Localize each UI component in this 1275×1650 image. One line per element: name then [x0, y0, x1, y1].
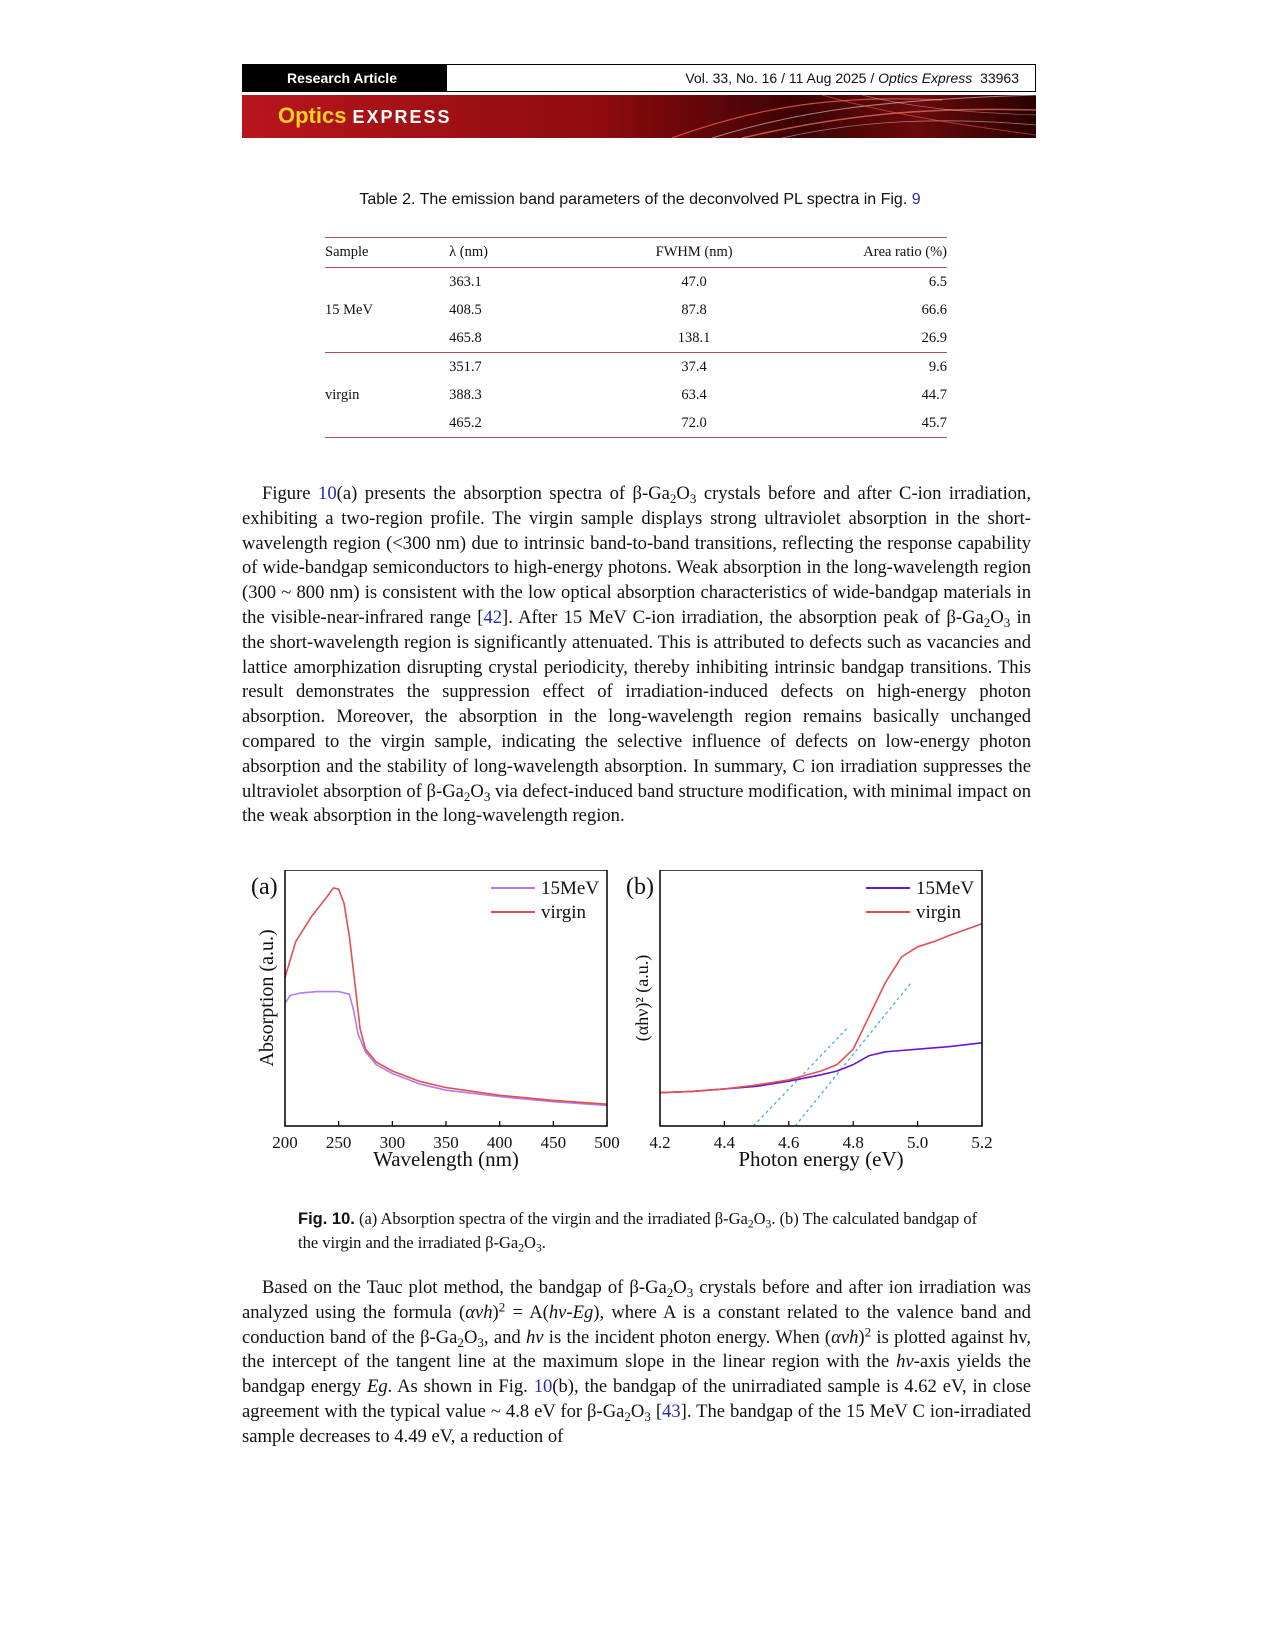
text-run: (b), the bandgap of the unirradiated sample is 4.62 eV, in close agreement with the typical value ~ 4.8 eV for β-Ga: [242, 1376, 1032, 1422]
table-row: [325, 296, 947, 324]
table-cell: [325, 268, 421, 297]
text-run: ): [492, 1301, 499, 1323]
superscript: 2: [498, 1299, 506, 1315]
col-header-fwhm: FWHM (nm): [609, 238, 779, 268]
text-run: Figure: [262, 483, 319, 504]
text-run: is the incident photon energy. When (: [543, 1326, 832, 1348]
legend-label: virgin: [916, 902, 962, 923]
x-tick-label: 350: [433, 1133, 459, 1152]
x-tick-label: 4.2: [649, 1133, 671, 1152]
subscript: 2: [669, 490, 677, 506]
x-tick-label: 400: [486, 1133, 513, 1152]
subscript: 2: [666, 1284, 674, 1300]
x-tick-label: 4.8: [842, 1133, 864, 1152]
table-cell: 45.7: [779, 409, 947, 438]
table-cell: 351.7: [449, 358, 482, 375]
table-row: [325, 324, 947, 353]
x-tick-label: 200: [272, 1133, 298, 1152]
x-tick-label: 4.4: [713, 1133, 736, 1152]
text-run: (a) presents the absorption spectra of β-Ga: [336, 483, 670, 504]
series-line-15MeV: [285, 992, 607, 1106]
subscript: 2: [457, 1334, 464, 1350]
text-run: crystals before and after C-ion irradiation, exhibiting a two-region profile. The virgin sample displays strong ultraviolet absorption in the short-wavelength region (<300 nm) due to intrinsic band-to-band transitions, reflecting the response capability of wide-bandgap semiconductors to high-energy photons. Weak absorption in the long-wavelength region (300 ~ 800 nm) is consistent with the low optical absorption characteristics of wide-bandgap materials in the visible-near-infrared range [: [242, 483, 1031, 628]
text-run: [: [650, 1400, 663, 1422]
text-run: . (b) The calculated bandgap of the virgin and the irradiated β-Ga: [298, 1209, 978, 1252]
table-cell: 465.8: [421, 324, 609, 353]
table-cell: 9.6: [928, 358, 947, 375]
series-line-15MeV: [660, 1043, 982, 1093]
sample-name: virgin: [325, 386, 360, 403]
table-cell: 408.5: [449, 301, 482, 318]
text-run: O: [630, 1400, 645, 1422]
text-run: hv: [896, 1351, 914, 1373]
tangent-line-1: [795, 983, 911, 1126]
legend-label: 15MeV: [916, 878, 975, 899]
x-tick-label: 500: [594, 1133, 620, 1152]
text-run: O: [673, 1277, 687, 1298]
y-axis-label: (αhν)² (a.u.): [632, 954, 652, 1042]
superscript: 2: [864, 1324, 872, 1340]
subscript: 3: [535, 1242, 542, 1255]
panel-label: (b): [626, 874, 654, 900]
table-cell: 388.3: [449, 386, 482, 403]
journal-logo: [278, 103, 452, 129]
subscript: 3: [483, 788, 491, 804]
text-run: -axis yields the bandgap energy: [242, 1351, 1031, 1398]
text-run: O: [463, 1326, 478, 1348]
fig-link[interactable]: 10: [533, 1376, 553, 1398]
text-run: in the short-wavelength region is significantly attenuated. This is attributed to defects such as vacancies and lattice amorphization disrupting crystal periodicity, thereby inhibiting intrinsic bandgap transitions. This result demonstrates the suppression effect of irradiation-induced defects on high-energy photon absorption. Moreover, the absorption in the long-wavelength region remains basically unchanged compared to the virgin sample, indicating the selective influence of defects on low-energy photon absorption and the stability of long-wavelength absorption. In summary, C ion irradiation suppresses the ultraviolet absorption of β-Ga: [242, 606, 1031, 802]
series-line-virgin: [660, 924, 982, 1093]
text-run: O: [524, 1233, 536, 1252]
col-header-lambda: λ (nm): [421, 238, 609, 268]
body-paragraph-2: [242, 1276, 1031, 1450]
text-run: via defect-induced band structure modification, with minimal impact on the weak absorption in the long-wavelength region.: [242, 780, 1031, 827]
text-run: crystals before and after ion irradiation was analyzed using the formula (: [242, 1277, 1032, 1323]
subscript: 3: [689, 490, 697, 506]
text-run: O: [470, 780, 484, 802]
legend-label: 15MeV: [541, 878, 600, 899]
table-cell: 66.6: [921, 301, 947, 318]
table-cell: 63.4: [681, 386, 707, 403]
table-cell: [325, 324, 421, 353]
logo-express: EXPRESS: [352, 107, 452, 127]
table-caption: [330, 190, 950, 209]
text-run: ]. The bandgap of the 15 MeV C ion-irradiated sample decreases to 4.49 eV, a reduction of: [242, 1400, 1031, 1447]
text-run: = A(: [505, 1301, 549, 1323]
table-cell: 26.9: [779, 324, 947, 353]
text-run: ]. After 15 MeV C-ion irradiation, the absorption peak of β-Ga: [502, 606, 984, 628]
x-tick-label: 300: [379, 1133, 406, 1152]
table-cell: 47.0: [681, 273, 707, 290]
fig-link[interactable]: 10: [318, 483, 337, 504]
citation-link[interactable]: 42: [483, 606, 503, 628]
figure-10-charts: [242, 870, 1022, 1200]
journal-header: [242, 64, 1036, 92]
text-run: ), where A is a constant related to the valence band and conduction band of the β-Ga: [242, 1301, 1031, 1348]
panel-label: (a): [251, 874, 278, 900]
text-run: hv-Eg: [548, 1301, 594, 1323]
parameters-table: [325, 237, 947, 438]
text-run: O: [753, 1209, 766, 1228]
col-header-area: Area ratio (%): [779, 238, 947, 268]
table-cell: 363.1: [449, 273, 482, 290]
x-axis-label: Wavelength (nm): [373, 1147, 519, 1171]
subscript: 2: [518, 1242, 525, 1255]
legend-label: virgin: [541, 902, 587, 923]
table-row: [325, 409, 947, 438]
subscript: 3: [644, 1408, 651, 1424]
figure-caption-label: Fig. 10.: [298, 1210, 355, 1228]
subscript: 2: [747, 1218, 754, 1231]
subscript: 3: [765, 1218, 772, 1231]
x-tick-label: 450: [540, 1133, 567, 1152]
journal-name: Optics Express: [878, 70, 973, 86]
text-run: (a) Absorption spectra of the virgin and the irradiated β-Ga: [354, 1209, 748, 1228]
table-cell: 138.1: [609, 324, 779, 353]
table-header-row: [325, 238, 947, 268]
table-cell: 6.5: [928, 273, 947, 290]
text-run: .: [541, 1233, 546, 1252]
x-tick-label: 5.2: [971, 1133, 993, 1152]
table-row: [325, 353, 947, 382]
subscript: 2: [624, 1408, 631, 1424]
table-cell: 87.8: [681, 301, 707, 318]
sample-name: 15 MeV: [325, 301, 373, 318]
text-run: Eg: [366, 1376, 388, 1398]
text-run: . As shown in Fig.: [387, 1376, 534, 1398]
x-tick-label: 250: [325, 1133, 352, 1152]
journal-banner: [242, 95, 1036, 138]
table-cell: [325, 353, 421, 382]
table-cell: 465.2: [421, 409, 609, 438]
subscript: 3: [477, 1334, 484, 1350]
text-run: ): [858, 1326, 865, 1348]
citation-link[interactable]: 43: [662, 1400, 681, 1422]
x-tick-label: 5.0: [906, 1133, 929, 1152]
table-cell: 44.7: [921, 386, 947, 403]
volume-info: [447, 65, 1035, 91]
table-cell: 37.4: [681, 358, 707, 375]
table-caption-text: Table 2. The emission band parameters of the deconvolved PL spectra in Fig.: [359, 191, 912, 208]
text-run: αvh: [465, 1301, 493, 1323]
text-run: O: [676, 483, 690, 504]
table-caption-fig-link[interactable]: 9: [911, 191, 921, 208]
text-run: , and: [483, 1326, 526, 1348]
table-row: [325, 268, 947, 297]
table-cell: [325, 409, 421, 438]
body-paragraph-1: [242, 482, 1031, 829]
logo-optics: Optics: [278, 103, 347, 128]
y-axis-label: Absorption (a.u.): [256, 929, 278, 1067]
subscript: 2: [983, 614, 991, 630]
x-axis-label: Photon energy (eV): [738, 1147, 904, 1171]
subscript: 3: [1003, 614, 1011, 630]
col-header-sample: Sample: [325, 238, 421, 268]
panel-a-chart: [251, 870, 620, 1171]
panel-b-chart: [626, 870, 993, 1171]
page-number: 33963: [980, 70, 1019, 86]
text-run: is plotted against hv, the intercept of the tangent line at the maximum slope in the linear region with the: [242, 1326, 1031, 1373]
article-type: Research Article: [243, 65, 447, 91]
text-run: hv: [525, 1326, 544, 1348]
figure-caption: [298, 1207, 988, 1254]
subscript: 3: [686, 1284, 694, 1300]
text-run: Based on the Tauc plot method, the bandgap of β-Ga: [262, 1277, 667, 1298]
table-row: [325, 381, 947, 409]
text-run: O: [990, 606, 1004, 628]
x-tick-label: 4.6: [778, 1133, 800, 1152]
subscript: 2: [463, 788, 471, 804]
volume-text: Vol. 33, No. 16 / 11 Aug 2025 /: [685, 70, 879, 86]
table-cell: 72.0: [609, 409, 779, 438]
text-run: αvh: [831, 1326, 859, 1348]
